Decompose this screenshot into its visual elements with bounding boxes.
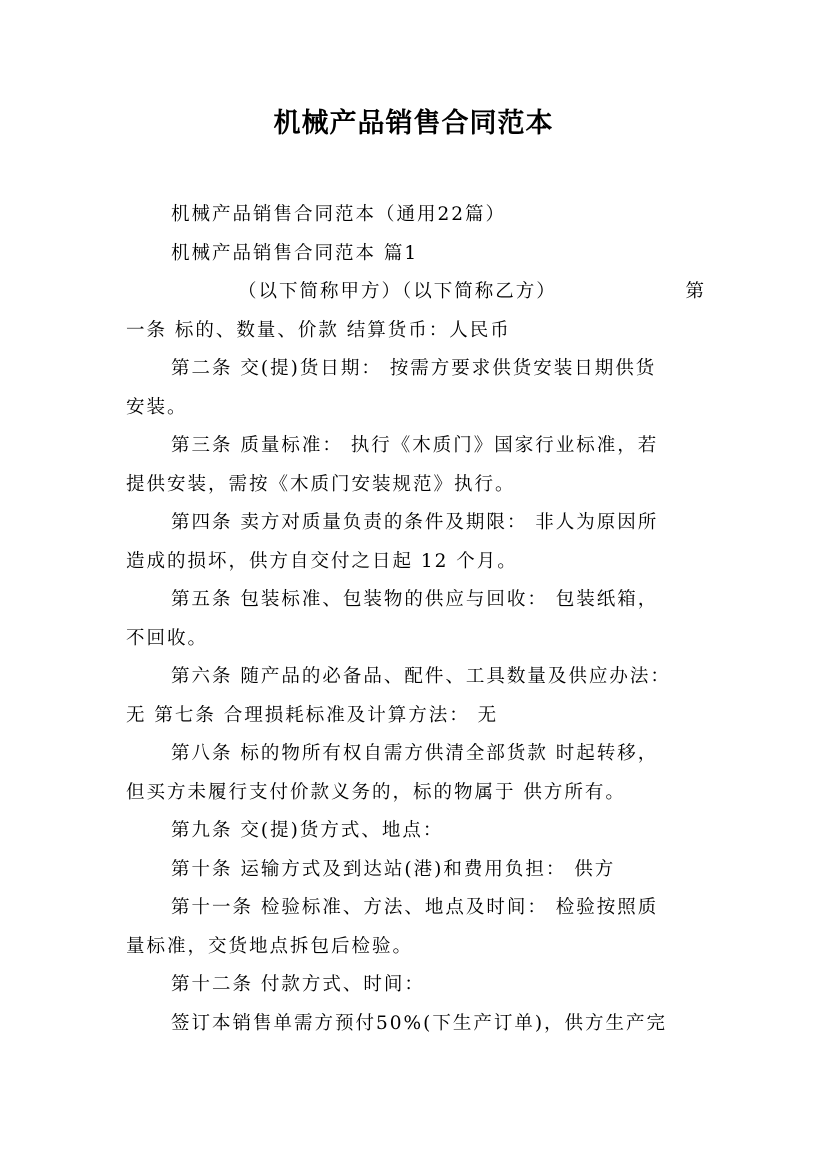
section-heading: 机械产品销售合同范本 篇1	[171, 242, 419, 264]
paragraph-line: 一条 标的、数量、价款 结算货币：人民币	[126, 319, 511, 341]
document-title: 机械产品销售合同范本	[273, 108, 554, 139]
paragraph-line: 第十一条 检验标准、方法、地点及时间： 检验按照质	[171, 897, 659, 918]
paragraph-line: 第六条 随产品的必备品、配件、工具数量及供应办法：	[171, 666, 671, 687]
paragraph-line: 第十条 运输方式及到达站(港)和费用负担： 供方	[171, 858, 616, 880]
paragraph-line: 第三条 质量标准： 执行《木质门》国家行业标准，若	[171, 435, 659, 456]
paragraph-line: 造成的损坏，供方自交付之日起 12 个月。	[126, 550, 518, 572]
paragraph-line: 但买方未履行支付价款义务的，标的物属于 供方所有。	[126, 781, 626, 803]
paragraph-line: 不回收。	[126, 627, 209, 649]
paragraph-line: 第八条 标的物所有权自需方供清全部货款 时起转移，	[171, 743, 659, 764]
document-body	[126, 196, 706, 1043]
paragraph-line: 签订本销售单需方预付50%(下生产订单)，供方生产完	[171, 1012, 668, 1034]
paragraph-line: 第十二条 付款方式、时间：	[171, 974, 425, 995]
paragraph-line: 第二条 交(提)货日期： 按需方要求供货安装日期供货	[171, 358, 657, 379]
party-line	[126, 273, 706, 312]
paragraph-line: 第九条 交(提)货方式、地点：	[171, 820, 444, 841]
paragraph-line: 提供安装，需按《木质门安装规范》执行。	[126, 473, 516, 495]
article-prefix: 第	[685, 281, 706, 302]
paragraph-line: 安装。	[126, 396, 188, 418]
party-names: （以下简称甲方）（以下简称乙方）	[238, 281, 557, 302]
paragraph-line: 无 第七条 合理损耗标准及计算方法： 无	[126, 704, 499, 726]
paragraph-line: 第五条 包装标准、包装物的供应与回收： 包装纸箱，	[171, 589, 659, 610]
paragraph-line: 量标准，交货地点拆包后检验。	[126, 935, 414, 957]
subtitle-line: 机械产品销售合同范本（通用22篇）	[171, 204, 507, 225]
paragraph-line: 第四条 卖方对质量负责的条件及期限： 非人为原因所	[171, 512, 659, 533]
